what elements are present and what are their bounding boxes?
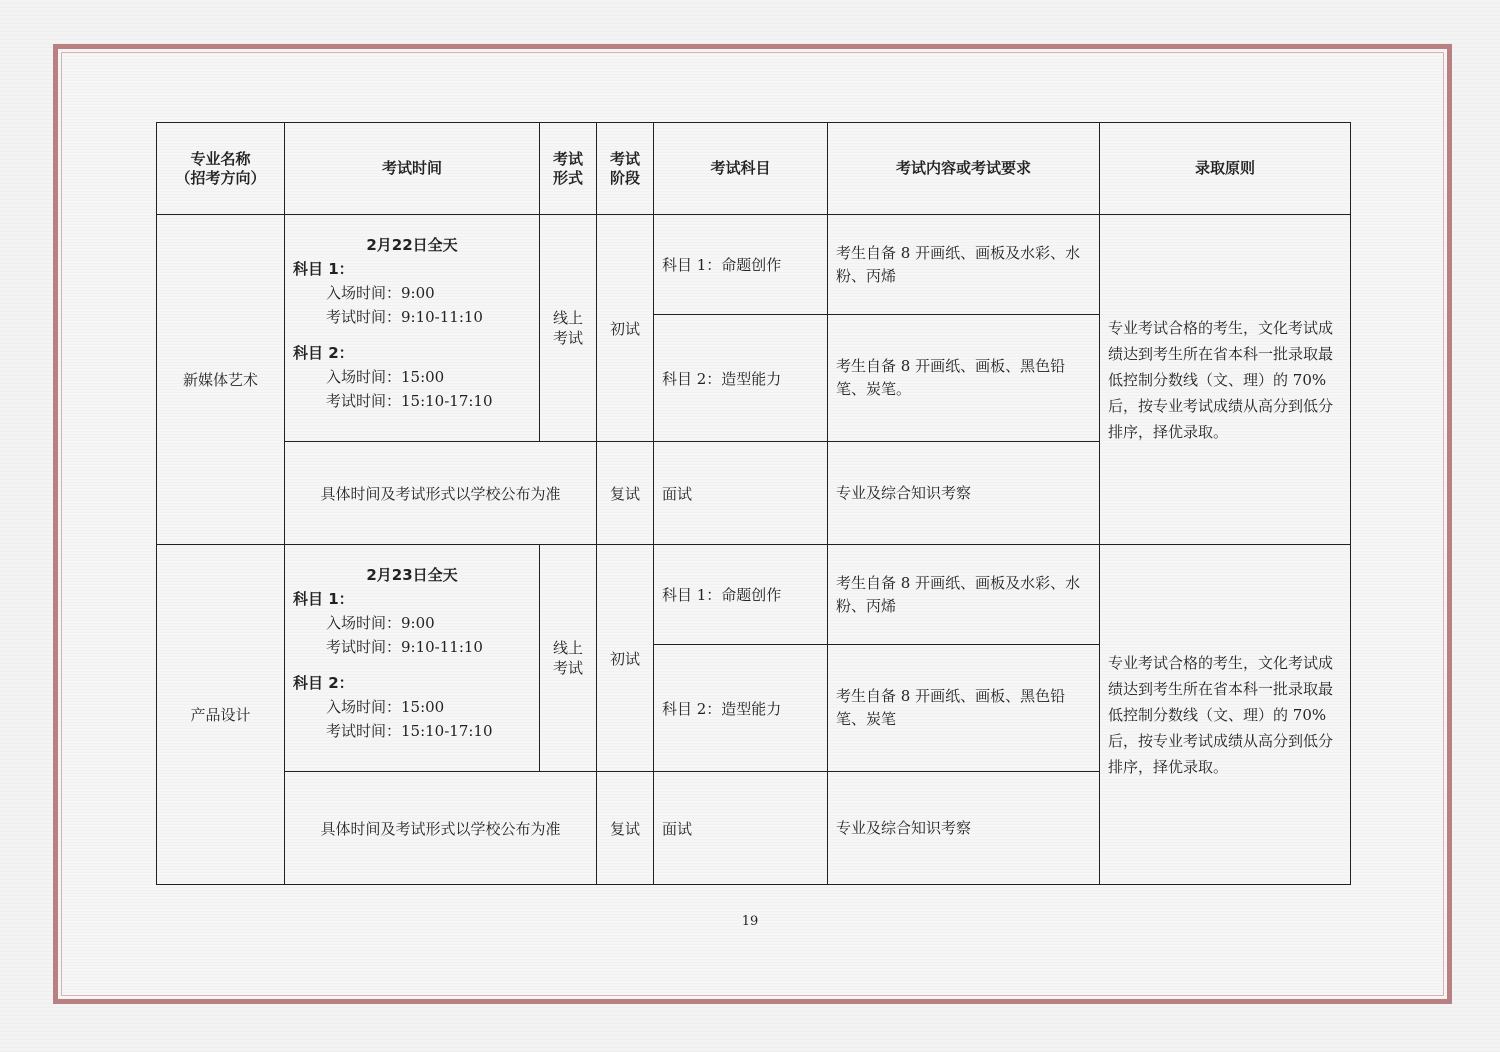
exam-stage-cell: 初试 <box>597 215 654 442</box>
admission-principle-cell: 专业考试合格的考生，文化考试成绩达到考生所在省本科一批录取最低控制分数线（文、理）的 70%后，按专业考试成绩从高分到低分排序，择优录取。 <box>1100 545 1351 885</box>
exam-form-line2: 考试 <box>552 329 583 347</box>
exam-subject-cell: 科目 1：命题创作 <box>654 215 828 315</box>
exam-date: 2月22日全天 <box>366 236 458 254</box>
table-row <box>157 215 1351 315</box>
exam-form-line1: 线上 <box>552 639 583 657</box>
exam-stage-cell: 复试 <box>597 772 654 885</box>
subject2-entry-time: 入场时间：15:00 <box>326 698 445 716</box>
subject1-entry-time: 入场时间：9:00 <box>326 284 435 302</box>
header-form-line1: 考试 <box>552 149 583 168</box>
exam-date: 2月23日全天 <box>366 566 458 584</box>
exam-content-cell: 专业及综合知识考察 <box>828 772 1100 885</box>
header-form <box>540 123 597 215</box>
table-row <box>157 545 1351 645</box>
exam-stage-cell: 复试 <box>597 442 654 545</box>
subject2-entry-time: 入场时间：15:00 <box>326 368 445 386</box>
subject2-label: 科目 2： <box>293 344 354 362</box>
exam-form-line2: 考试 <box>552 659 583 677</box>
header-content: 考试内容或考试要求 <box>828 123 1100 215</box>
subject1-exam-time: 考试时间：9:10-11:10 <box>326 638 483 656</box>
exam-content-cell: 考生自备 8 开画纸、画板、黑色铅笔、炭笔 <box>828 645 1100 772</box>
subject1-label: 科目 1： <box>293 260 354 278</box>
exam-time-cell <box>285 215 540 442</box>
page-number: 19 <box>741 914 759 929</box>
exam-content-cell: 专业及综合知识考察 <box>828 442 1100 545</box>
header-stage-line2: 阶段 <box>609 168 640 187</box>
subject1-label: 科目 1： <box>293 590 354 608</box>
header-major <box>157 123 285 215</box>
exam-schedule-table <box>156 122 1351 885</box>
header-form-line2: 形式 <box>552 168 583 187</box>
exam-subject-cell: 科目 2：造型能力 <box>654 645 828 772</box>
exam-subject-cell: 科目 2：造型能力 <box>654 315 828 442</box>
exam-content-cell: 考生自备 8 开画纸、画板、黑色铅笔、炭笔。 <box>828 315 1100 442</box>
subject2-exam-time: 考试时间：15:10-17:10 <box>326 722 493 740</box>
header-major-line1: 专业名称 <box>190 149 251 168</box>
subject2-exam-time: 考试时间：15:10-17:10 <box>326 392 493 410</box>
exam-stage-cell: 初试 <box>597 545 654 772</box>
exam-subject-cell: 科目 1：命题创作 <box>654 545 828 645</box>
header-major-line2: （招考方向） <box>175 168 266 187</box>
exam-form-line1: 线上 <box>552 309 583 327</box>
exam-form-cell <box>540 545 597 772</box>
header-stage <box>597 123 654 215</box>
exam-form-cell <box>540 215 597 442</box>
exam-subject-cell: 面试 <box>654 442 828 545</box>
exam-subject-cell: 面试 <box>654 772 828 885</box>
exam-content-cell: 考生自备 8 开画纸、画板及水彩、水粉、丙烯 <box>828 545 1100 645</box>
subject1-exam-time: 考试时间：9:10-11:10 <box>326 308 483 326</box>
major-name-cell: 产品设计 <box>157 545 285 885</box>
header-stage-line1: 考试 <box>609 149 640 168</box>
admission-principle-cell: 专业考试合格的考生，文化考试成绩达到考生所在省本科一批录取最低控制分数线（文、理）的 70%后，按专业考试成绩从高分到低分排序，择优录取。 <box>1100 215 1351 545</box>
exam-time-cell <box>285 545 540 772</box>
header-principle: 录取原则 <box>1100 123 1351 215</box>
header-time: 考试时间 <box>285 123 540 215</box>
major-name-cell: 新媒体艺术 <box>157 215 285 545</box>
subject1-entry-time: 入场时间：9:00 <box>326 614 435 632</box>
header-subject: 考试科目 <box>654 123 828 215</box>
retest-time-cell: 具体时间及考试形式以学校公布为准 <box>285 442 597 545</box>
exam-content-cell: 考生自备 8 开画纸、画板及水彩、水粉、丙烯 <box>828 215 1100 315</box>
retest-time-cell: 具体时间及考试形式以学校公布为准 <box>285 772 597 885</box>
subject2-label: 科目 2： <box>293 674 354 692</box>
header-row <box>157 123 1351 215</box>
